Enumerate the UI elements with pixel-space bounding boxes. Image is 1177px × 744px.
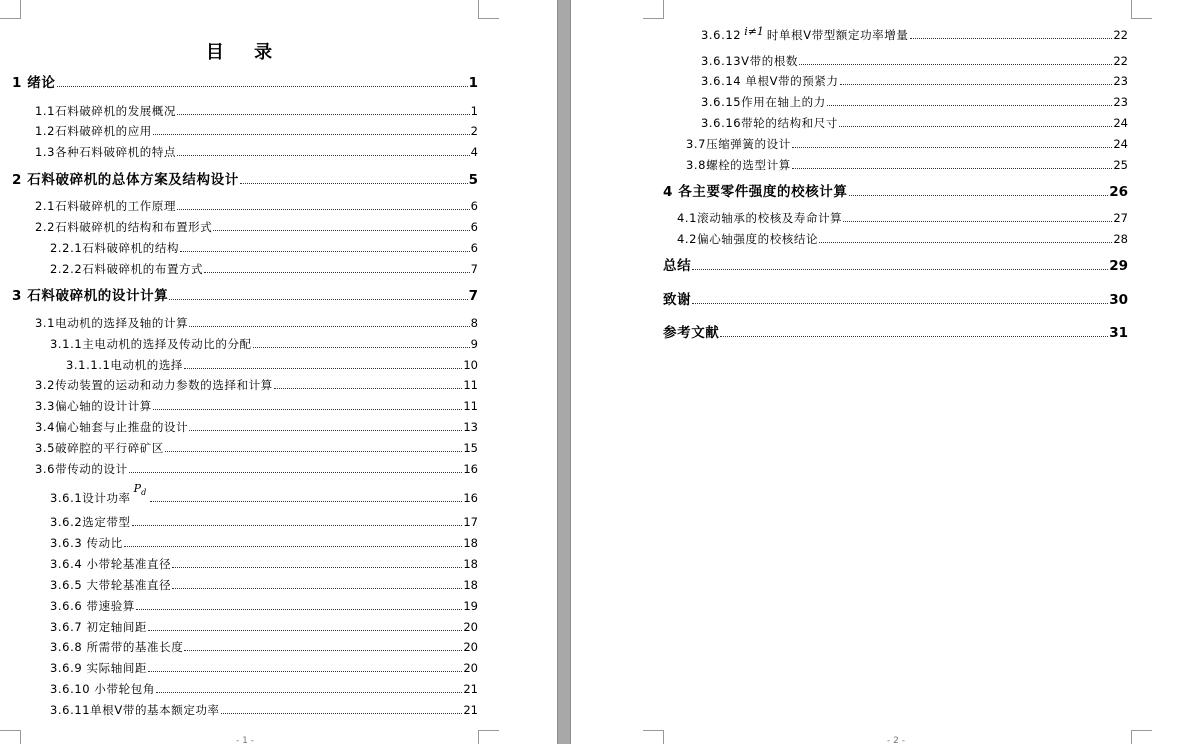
toc-entry-page: 28 xyxy=(1113,232,1128,246)
leader-dots xyxy=(843,220,1112,222)
toc-entry-page: 13 xyxy=(463,420,478,434)
toc-entry-label: 3.6.12 xyxy=(701,28,742,42)
leader-dots xyxy=(692,268,1108,270)
toc-entry-page: 21 xyxy=(463,682,478,696)
leader-dots xyxy=(253,346,470,348)
toc-entry-page: 4 xyxy=(470,145,478,159)
leader-dots xyxy=(189,325,469,327)
crop-mark xyxy=(478,730,499,744)
toc-entry[interactable] xyxy=(35,316,478,330)
leader-dots xyxy=(165,450,462,452)
leader-dots xyxy=(184,367,462,369)
toc-entry-label: 2.2.2石料破碎机的布置方式 xyxy=(50,262,204,276)
toc-entry-page: 1 xyxy=(468,75,478,91)
toc-entry-label: 1.2石料破碎机的应用 xyxy=(35,124,152,138)
toc-entry-page: 20 xyxy=(463,620,478,634)
toc-entry-label: 3.3偏心轴的设计计算 xyxy=(35,399,152,413)
toc-entry-label: 3.6.11单根V带的基本额定功率 xyxy=(50,703,220,717)
toc-entry-label: 3.6.8 所需带的基准长度 xyxy=(50,640,184,654)
toc-entry-page: 23 xyxy=(1113,74,1128,88)
toc-entry[interactable] xyxy=(50,515,478,529)
toc-entry[interactable] xyxy=(35,199,478,213)
toc-entry-label: 3.8螺栓的选型计算 xyxy=(686,158,791,172)
toc-entry-label: 2.2石料破碎机的结构和布置形式 xyxy=(35,220,213,234)
leader-dots xyxy=(692,302,1108,304)
toc-entry[interactable] xyxy=(50,557,478,571)
toc-entry-page: 5 xyxy=(468,172,478,188)
toc-entry[interactable] xyxy=(12,172,478,188)
toc-entry-page: 6 xyxy=(470,199,478,213)
toc-entry[interactable] xyxy=(12,75,478,91)
leader-dots xyxy=(177,113,470,115)
toc-entry-page: 9 xyxy=(470,337,478,351)
toc-entry-page: 30 xyxy=(1109,292,1128,308)
toc-entry-page: 1 xyxy=(470,104,478,118)
leader-dots xyxy=(153,408,462,410)
leader-dots xyxy=(213,229,469,231)
toc-entry-label: 3.6.2选定带型 xyxy=(50,515,131,529)
toc-entry[interactable] xyxy=(50,661,478,675)
crop-mark xyxy=(1131,0,1152,19)
math-symbol: $P_d$ xyxy=(133,481,147,497)
toc-entry[interactable] xyxy=(35,124,478,138)
leader-dots xyxy=(839,125,1112,127)
toc-entry-label: 3.5破碎腔的平行碎矿区 xyxy=(35,441,164,455)
crop-mark xyxy=(643,0,664,19)
toc-entry-page: 16 xyxy=(463,462,478,476)
toc-entry-label: 3.4偏心轴套与止推盘的设计 xyxy=(35,420,189,434)
toc-entry-label: 3.6.6 带速验算 xyxy=(50,599,135,613)
leader-dots xyxy=(132,524,463,526)
toc-entry-page: 29 xyxy=(1109,258,1128,274)
leader-dots xyxy=(799,63,1112,65)
crop-mark xyxy=(643,730,664,744)
toc-entry[interactable] xyxy=(50,481,478,505)
toc-entry-label: 1.1石料破碎机的发展概况 xyxy=(35,104,177,118)
toc-entry-page: 26 xyxy=(1109,184,1128,200)
toc-entry-label: 3.6.3 传动比 xyxy=(50,536,123,550)
toc-entry-page: 18 xyxy=(463,578,478,592)
leader-dots xyxy=(156,691,462,693)
leader-dots xyxy=(184,649,462,651)
leader-dots xyxy=(221,712,463,714)
toc-entry-page: 22 xyxy=(1113,54,1128,68)
toc-entry-label: 3.7压缩弹簧的设计 xyxy=(686,137,791,151)
toc-entry-page: 8 xyxy=(470,316,478,330)
toc-entry-label: 2.2.1石料破碎机的结构 xyxy=(50,241,180,255)
toc-entry-label: 3.2传动装置的运动和动力参数的选择和计算 xyxy=(35,378,273,392)
leader-dots xyxy=(204,271,469,273)
toc-entry-page: 19 xyxy=(463,599,478,613)
toc-entry-page: 18 xyxy=(463,557,478,571)
toc-entry[interactable] xyxy=(35,462,478,476)
toc-entry-label: 3.6.9 实际轴间距 xyxy=(50,661,148,675)
toc-entry-label: 3 石料破碎机的设计计算 xyxy=(12,288,169,304)
toc-entry-label: 2 石料破碎机的总体方案及结构设计 xyxy=(12,172,239,188)
toc-entry[interactable] xyxy=(677,211,1128,225)
toc-entry-page: 27 xyxy=(1113,211,1128,225)
toc-entry-label: 3.6.15作用在轴上的力 xyxy=(701,95,826,109)
leader-dots xyxy=(819,241,1112,243)
toc-entry-page: 18 xyxy=(463,536,478,550)
toc-entry-page: 20 xyxy=(463,640,478,654)
toc-entry[interactable] xyxy=(35,145,478,159)
leader-dots xyxy=(177,208,470,210)
toc-entry[interactable] xyxy=(35,220,478,234)
toc-entry[interactable] xyxy=(701,26,1128,42)
leader-dots xyxy=(148,670,462,672)
toc-entry-page: 24 xyxy=(1113,116,1128,130)
toc-entry-page: 31 xyxy=(1109,325,1128,341)
toc-entry-page: 22 xyxy=(1113,28,1128,42)
toc-entry-label: 2.1石料破碎机的工作原理 xyxy=(35,199,177,213)
toc-entry-page: 2 xyxy=(470,124,478,138)
toc-entry-label: 总结 xyxy=(663,258,692,274)
leader-dots xyxy=(240,182,468,184)
leader-dots xyxy=(189,429,462,431)
page-number-footer: - 1 - xyxy=(236,736,254,744)
toc-entry[interactable] xyxy=(50,536,478,550)
toc-entry-label: 4 各主要零件强度的校核计算 xyxy=(663,184,848,200)
crop-mark xyxy=(0,0,21,19)
toc-entry[interactable] xyxy=(50,241,478,255)
toc-entry-label: 3.1.1.1电动机的选择 xyxy=(66,358,184,372)
toc-entry-page: 23 xyxy=(1113,95,1128,109)
leader-dots xyxy=(129,471,463,473)
toc-entry-label: 3.6.1设计功率 xyxy=(50,491,131,505)
toc-entry[interactable] xyxy=(35,420,478,434)
document-page-1 xyxy=(0,0,557,744)
toc-entry-page: 7 xyxy=(470,262,478,276)
toc-entry[interactable] xyxy=(50,640,478,654)
leader-dots xyxy=(150,500,462,502)
toc-entry[interactable] xyxy=(663,184,1128,200)
toc-entry-page: 11 xyxy=(463,399,478,413)
leader-dots xyxy=(827,104,1112,106)
toc-entry[interactable] xyxy=(35,399,478,413)
toc-entry[interactable] xyxy=(701,74,1128,88)
toc-entry[interactable] xyxy=(35,441,478,455)
toc-entry[interactable] xyxy=(663,292,1128,308)
toc-entry-label: 3.6.13V带的根数 xyxy=(701,54,799,68)
toc-entry[interactable] xyxy=(50,620,478,634)
toc-entry[interactable] xyxy=(50,703,478,717)
toc-entry-label: 4.2偏心轴强度的校核结论 xyxy=(677,232,819,246)
crop-mark xyxy=(0,730,21,744)
toc-entry[interactable] xyxy=(701,54,1128,68)
leader-dots xyxy=(57,85,468,87)
toc-entry[interactable] xyxy=(663,258,1128,274)
leader-dots xyxy=(169,298,467,300)
toc-entry-page: 21 xyxy=(463,703,478,717)
toc-entry[interactable] xyxy=(50,262,478,276)
leader-dots xyxy=(177,154,470,156)
toc-entry[interactable] xyxy=(35,378,478,392)
toc-entry-label: 3.1电动机的选择及轴的计算 xyxy=(35,316,189,330)
leader-dots xyxy=(148,629,462,631)
toc-entry-label: 3.6.5 大带轮基准直径 xyxy=(50,578,172,592)
toc-entry-page: 11 xyxy=(463,378,478,392)
toc-entry-page: 6 xyxy=(470,241,478,255)
toc-entry[interactable] xyxy=(35,104,478,118)
toc-entry[interactable] xyxy=(50,682,478,696)
page-gutter xyxy=(557,0,571,744)
toc-entry-label: 4.1滚动轴承的校核及寿命计算 xyxy=(677,211,843,225)
leader-dots xyxy=(274,387,462,389)
toc-entry-label: 致谢 xyxy=(663,292,692,308)
toc-entry-page: 25 xyxy=(1113,158,1128,172)
leader-dots xyxy=(124,545,463,547)
toc-entry-page: 24 xyxy=(1113,137,1128,151)
toc-entry-label: 3.6.7 初定轴间距 xyxy=(50,620,148,634)
toc-entry-page: 16 xyxy=(463,491,478,505)
leader-dots xyxy=(792,167,1113,169)
document-page-2 xyxy=(571,0,1177,744)
toc-entry[interactable] xyxy=(677,232,1128,246)
toc-entry-label: 1 绪论 xyxy=(12,75,56,91)
toc-entry[interactable] xyxy=(701,95,1128,109)
toc-entry[interactable] xyxy=(50,337,478,351)
toc-entry-page: 17 xyxy=(463,515,478,529)
toc-entry[interactable] xyxy=(686,137,1128,151)
leader-dots xyxy=(910,37,1113,39)
toc-entry-label: 3.6.16带轮的结构和尺寸 xyxy=(701,116,838,130)
toc-entry-page: 7 xyxy=(468,288,478,304)
toc-entry-label-suffix: 时单根V带型额定功率增量 xyxy=(766,28,909,42)
toc-entry-label: 3.6.10 小带轮包角 xyxy=(50,682,155,696)
toc-entry[interactable] xyxy=(686,158,1128,172)
toc-entry-page: 15 xyxy=(463,441,478,455)
toc-entry-label: 3.6.14 单根V带的预紧力 xyxy=(701,74,839,88)
leader-dots xyxy=(172,566,462,568)
crop-mark xyxy=(1131,730,1152,744)
leader-dots xyxy=(792,146,1113,148)
toc-entry-label: 参考文献 xyxy=(663,325,720,341)
math-symbol: i≠1 xyxy=(744,25,764,38)
toc-entry-label: 3.6带传动的设计 xyxy=(35,462,128,476)
toc-entry-label: 3.6.4 小带轮基准直径 xyxy=(50,557,172,571)
leader-dots xyxy=(720,335,1108,337)
leader-dots xyxy=(136,608,462,610)
toc-entry-page: 10 xyxy=(463,358,478,372)
toc-entry[interactable] xyxy=(663,325,1128,341)
toc-entry[interactable] xyxy=(50,599,478,613)
toc-entry[interactable] xyxy=(12,288,478,304)
toc-entry-label: 3.1.1主电动机的选择及传动比的分配 xyxy=(50,337,252,351)
toc-entry[interactable] xyxy=(66,358,478,372)
toc-entry[interactable] xyxy=(701,116,1128,130)
toc-entry[interactable] xyxy=(50,578,478,592)
leader-dots xyxy=(840,83,1113,85)
leader-dots xyxy=(180,250,470,252)
toc-entry-page: 6 xyxy=(470,220,478,234)
toc-title: 目 录 xyxy=(205,42,285,63)
leader-dots xyxy=(172,587,462,589)
toc-entry-label: 1.3各种石料破碎机的特点 xyxy=(35,145,177,159)
leader-dots xyxy=(849,194,1109,196)
page-number-footer: - 2 - xyxy=(887,736,905,744)
leader-dots xyxy=(153,133,470,135)
crop-mark xyxy=(478,0,499,19)
toc-entry-page: 20 xyxy=(463,661,478,675)
